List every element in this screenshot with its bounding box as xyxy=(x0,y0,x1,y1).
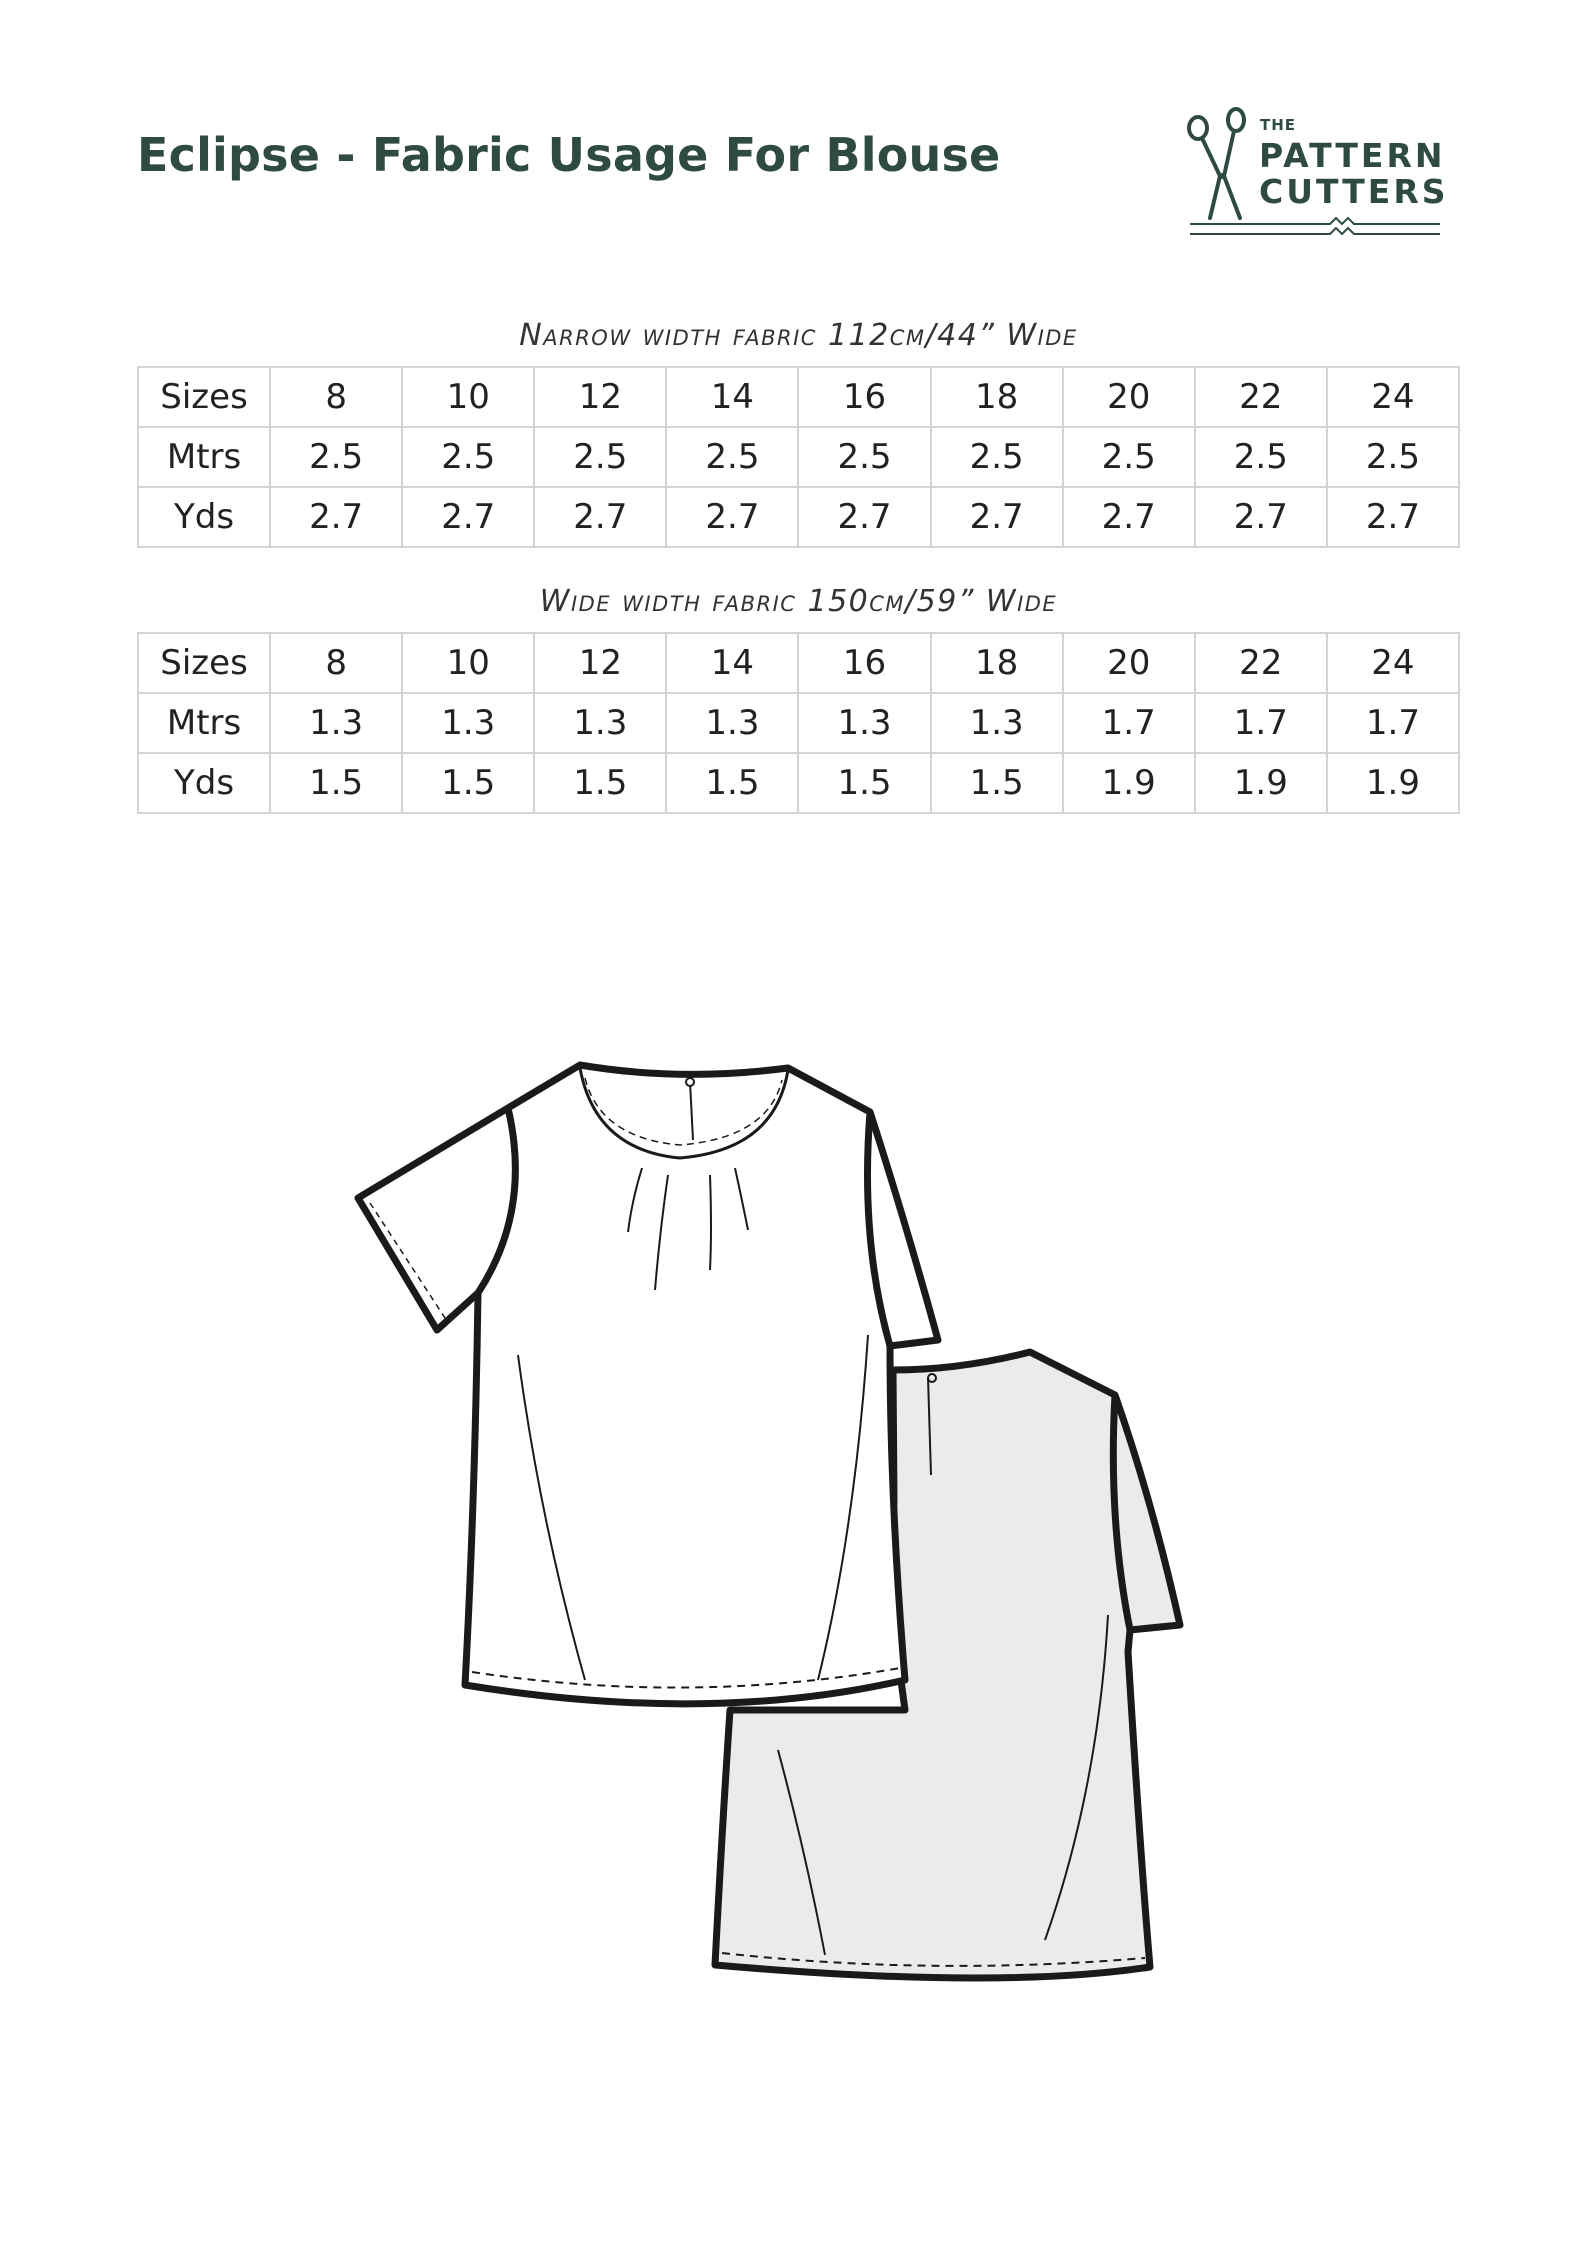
row-label: Mtrs xyxy=(138,427,270,487)
table-cell: 2.7 xyxy=(1063,487,1195,547)
table-cell: 10 xyxy=(402,367,534,427)
row-label: Sizes xyxy=(138,633,270,693)
table-cell: 2.7 xyxy=(666,487,798,547)
row-label: Yds xyxy=(138,753,270,813)
table-cell: 10 xyxy=(402,633,534,693)
table-cell: 24 xyxy=(1327,367,1459,427)
row-label: Mtrs xyxy=(138,693,270,753)
table-cell: 2.5 xyxy=(402,427,534,487)
table-cell: 8 xyxy=(270,367,402,427)
table-cell: 1.5 xyxy=(534,753,666,813)
logo-text-pattern: PATTERN xyxy=(1259,136,1446,175)
table-cell: 24 xyxy=(1327,633,1459,693)
row-label: Sizes xyxy=(138,367,270,427)
table-cell: 2.7 xyxy=(1327,487,1459,547)
table-cell: 1.3 xyxy=(931,693,1063,753)
table-cell: 2.5 xyxy=(1327,427,1459,487)
table-cell: 1.5 xyxy=(270,753,402,813)
table-cell: 1.5 xyxy=(798,753,930,813)
table-cell: 1.9 xyxy=(1195,753,1327,813)
table-cell: 16 xyxy=(798,633,930,693)
table-cell: 1.3 xyxy=(534,693,666,753)
table-cell: 2.5 xyxy=(798,427,930,487)
table-cell: 1.3 xyxy=(798,693,930,753)
table-cell: 14 xyxy=(666,633,798,693)
table-cell: 2.5 xyxy=(534,427,666,487)
page-title: Eclipse - Fabric Usage For Blouse xyxy=(137,128,1001,182)
table-cell: 8 xyxy=(270,633,402,693)
table-cell: 1.7 xyxy=(1195,693,1327,753)
table-cell: 18 xyxy=(931,367,1063,427)
table-cell: 22 xyxy=(1195,367,1327,427)
table-cell: 2.7 xyxy=(798,487,930,547)
table-cell: 1.9 xyxy=(1063,753,1195,813)
logo-text-cutters: CUTTERS xyxy=(1259,172,1449,211)
table-cell: 2.5 xyxy=(270,427,402,487)
table-cell: 12 xyxy=(534,633,666,693)
table-cell: 14 xyxy=(666,367,798,427)
table-cell: 1.7 xyxy=(1063,693,1195,753)
table-cell: 12 xyxy=(534,367,666,427)
table-cell: 22 xyxy=(1195,633,1327,693)
table-cell: 2.5 xyxy=(931,427,1063,487)
table-cell: 2.5 xyxy=(1195,427,1327,487)
table-cell: 2.7 xyxy=(402,487,534,547)
table-cell: 1.3 xyxy=(666,693,798,753)
table-cell: 2.7 xyxy=(931,487,1063,547)
table-cell: 2.7 xyxy=(270,487,402,547)
table-cell: 1.5 xyxy=(402,753,534,813)
table-cell: 1.5 xyxy=(666,753,798,813)
narrow-fabric-caption: Narrow width fabric 112cm/44” Wide xyxy=(519,318,1078,353)
table-cell: 2.5 xyxy=(666,427,798,487)
table-cell: 1.7 xyxy=(1327,693,1459,753)
table-cell: 2.7 xyxy=(534,487,666,547)
table-cell: 20 xyxy=(1063,633,1195,693)
table-cell: 1.3 xyxy=(270,693,402,753)
row-label: Yds xyxy=(138,487,270,547)
table-cell: 20 xyxy=(1063,367,1195,427)
logo-text-the: THE xyxy=(1260,116,1297,134)
blouse-front-sketch xyxy=(358,1065,938,1704)
table-cell: 1.5 xyxy=(931,753,1063,813)
table-cell: 1.3 xyxy=(402,693,534,753)
table-cell: 16 xyxy=(798,367,930,427)
table-cell: 2.5 xyxy=(1063,427,1195,487)
table-cell: 1.9 xyxy=(1327,753,1459,813)
table-cell: 18 xyxy=(931,633,1063,693)
wide-fabric-caption: Wide width fabric 150cm/59” Wide xyxy=(539,584,1058,619)
table-cell: 2.7 xyxy=(1195,487,1327,547)
